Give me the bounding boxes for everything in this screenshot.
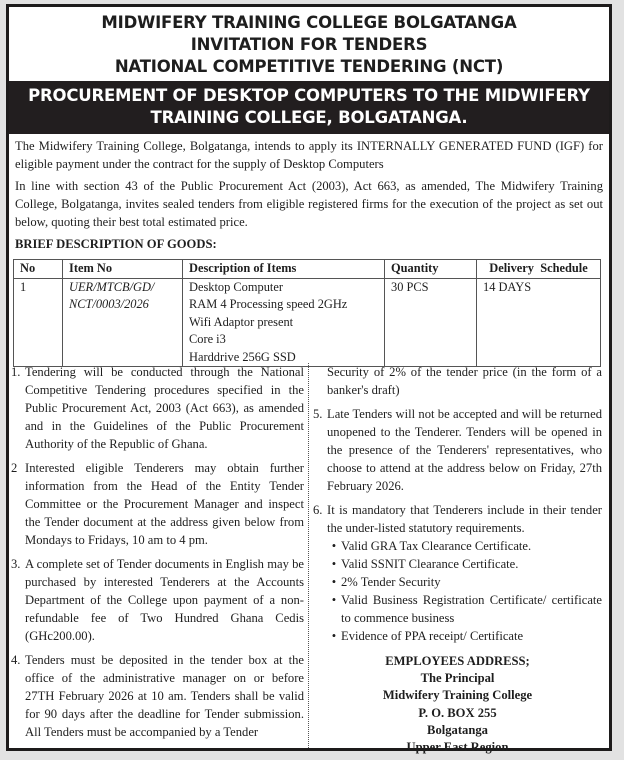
description-line: RAM 4 Processing speed 2GHz <box>189 297 348 311</box>
cell-delivery: 14 DAYS <box>477 278 601 367</box>
bullet-icon: • <box>331 575 337 589</box>
item-text: Late Tenders will not be accepted and will be returned unopened to the Tenderer. Tenders will be opened in the presence of the Tenderers' representatives, who choose to attend at the address below on Friday, 27th February 2026. <box>327 407 602 493</box>
condition-item-5 <box>313 405 602 495</box>
table-row <box>14 278 601 367</box>
cell-quantity: 30 PCS <box>385 278 477 367</box>
masthead <box>9 7 609 81</box>
notice-title: INVITATION FOR TENDERS <box>190 35 428 54</box>
cell-description <box>183 278 385 367</box>
address-line: Bolgatanga <box>427 722 488 737</box>
item-number: 6. <box>313 503 323 517</box>
item-number: 1. <box>11 365 21 379</box>
requirement-item: • Valid GRA Tax Clearance Certificate. <box>327 537 602 555</box>
banner-line-2: TRAINING COLLEGE, BOLGATANGA. <box>150 108 468 127</box>
condition-item-2 <box>11 459 304 549</box>
requirement-item: • Evidence of PPA receipt/ Certificate <box>327 627 602 645</box>
college-name: MIDWIFERY TRAINING COLLEGE BOLGATANGA <box>101 13 517 32</box>
condition-item-1 <box>11 363 304 453</box>
description-line: Wifi Adaptor present <box>189 314 294 329</box>
item-number: 4. <box>11 653 21 667</box>
bullet-icon: • <box>331 593 337 607</box>
requirement-item: • Valid SSNIT Clearance Certificate. <box>327 555 602 573</box>
item-text: It is mandatory that Tenderers include in their tender the under-listed statutory requirements. <box>327 503 602 535</box>
description-line: Harddrive 256G SSD <box>189 349 296 364</box>
cell-no: 1 <box>14 278 63 367</box>
conditions-columns <box>9 363 609 755</box>
header-description: Description of Items <box>183 260 385 279</box>
description-line: Core i3 <box>189 332 226 346</box>
requirement-item: • Valid Business Registration Certificate/ certificate to commence business <box>327 591 602 627</box>
cell-item-no <box>63 278 183 367</box>
address-line: Midwifery Training College <box>382 688 533 703</box>
intro-paragraph-1: The Midwifery Training College, Bolgatanga, intends to apply its INTERNALLY GENERATED FUND (IGF) for eligible payment under the contract for the supply of Desktop Computers <box>15 139 603 171</box>
intro-section <box>9 134 609 253</box>
item-no-line: NCT/0003/2026 <box>69 297 149 311</box>
requirement-item: • 2% Tender Security <box>327 573 602 591</box>
address-line: Upper East Region <box>406 740 509 755</box>
item-text: Tenders must be deposited in the tender box at the office of the administrative manager on or before 27TH February 2026 at 10 am. Tenders shall be valid for 90 days after the deadline for Tender submission. All Tenders must be accompanied by a Tender <box>25 653 304 739</box>
item-no-line: UER/MTCB/GD/ <box>69 279 155 294</box>
requirements-list <box>313 537 602 645</box>
item-number: 5. <box>313 407 323 421</box>
header-delivery: Delivery Schedule <box>477 260 601 279</box>
tender-notice <box>6 4 612 755</box>
bullet-icon: • <box>331 557 337 571</box>
address-line: The Principal <box>420 671 495 686</box>
tender-type: NATIONAL COMPETITIVE TENDERING (NCT) <box>114 57 504 76</box>
bullet-icon: • <box>331 539 337 553</box>
header-item-no: Item No <box>63 260 183 279</box>
right-column <box>309 363 609 755</box>
item-text: A complete set of Tender documents in English may be purchased by interested Tenderers at the Accounts Department of the College upon payment of a non-refundable fee of Two Hundred Ghana Cedis (GHc200.00). <box>25 557 304 643</box>
employer-address <box>313 653 602 756</box>
condition-item-6 <box>313 501 602 537</box>
left-column <box>9 363 309 748</box>
header-quantity: Quantity <box>385 260 477 279</box>
condition-item-3 <box>11 555 304 645</box>
table-header-row <box>14 260 601 279</box>
procurement-banner <box>9 81 609 134</box>
banner-line-1: PROCUREMENT OF DESKTOP COMPUTERS TO THE MIDWIFERY <box>28 86 590 105</box>
item-number: 3. <box>11 557 21 571</box>
item-number: 2 <box>11 461 18 475</box>
intro-paragraph-2: In line with section 43 of the Public Procurement Act (2003), Act 663, as amended, The Midwifery Training College, Bolgatanga, invites sealed tenders from eligible registered firms for the execution of the project as set out below, quoting their best total estimated price. <box>15 179 603 229</box>
bullet-icon: • <box>331 629 337 643</box>
item-text: Tendering will be conducted through the National Competitive Tendering procedures specified in the Public Procurement Act, 2003 (Act 663), as amended and in the Guidelines of the Public Procurement Authority of the Republic of Ghana. <box>25 365 304 451</box>
brief-description-heading: BRIEF DESCRIPTION OF GOODS: <box>15 237 217 251</box>
address-heading: EMPLOYEES ADDRESS; <box>385 654 530 668</box>
description-line: Desktop Computer <box>189 279 283 294</box>
condition-item-4 <box>11 651 304 741</box>
goods-table <box>13 259 601 367</box>
address-line: P. O. BOX 255 <box>418 705 497 720</box>
header-no: No <box>14 260 63 279</box>
item-text: Interested eligible Tenderers may obtain further information from the Head of the Entity Tender Committee or the Procurement Manager and inspect the Tender document at the address given below from Mondays to Fridays, 10 am to 4 pm. <box>25 461 304 547</box>
condition-item-4-continuation: Security of 2% of the tender price (in the form of a banker's draft) <box>327 365 602 397</box>
